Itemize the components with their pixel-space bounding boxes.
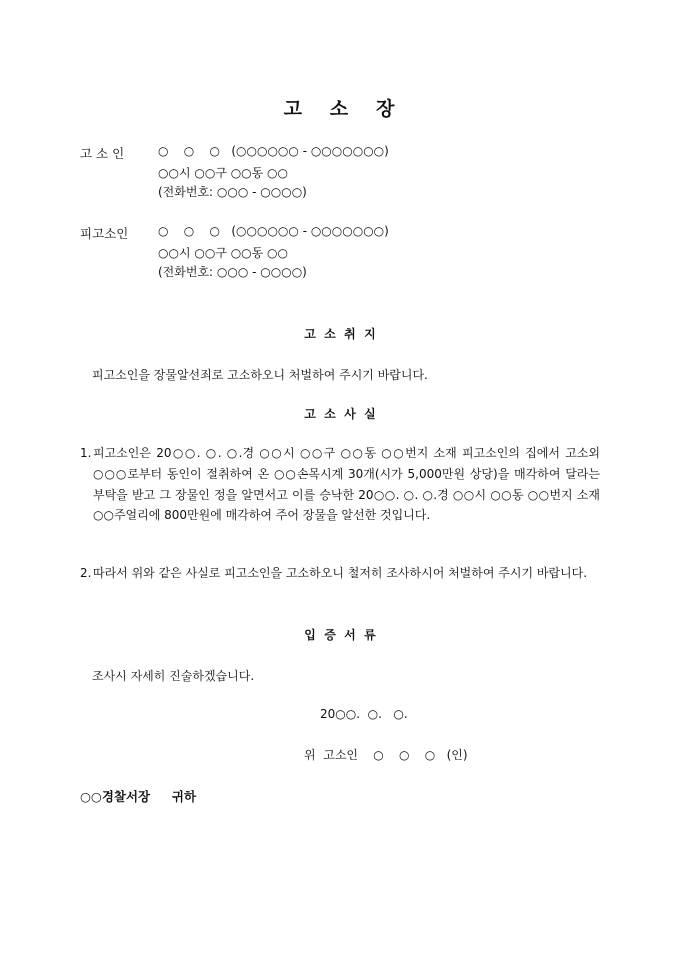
purpose-heading: 고 소 취 지 [304, 327, 376, 341]
complainant-address: ○○시 ○○구 ○○동 ○○ [158, 166, 288, 180]
accused-label: 피고소인 [80, 226, 129, 241]
fact-item-number: 2. [80, 566, 92, 580]
fact-item-text: 피고소인은 20○○. ○. ○.경 ○○시 ○○구 ○○동 ○○번지 소재 피고소인의 집에서 고소외 ○○○로부터 동인이 절취하여 온 ○○손목시계 30개(시가 5,000만원 상당)을 매각하여 달라는 부탁을 받고 그 장물인 정을 알면서고 이를 승낙한 20○○. ○. ○.경 ○○시 ○○동 ○○번지 소재 ○○주얼리에 800만원에 매각하여 주어 장물을 알선한 것입니다. [93, 446, 600, 523]
accused-address: ○○시 ○○구 ○○동 ○○ [158, 246, 288, 260]
evidence-heading: 입 증 서 류 [304, 628, 376, 642]
document-date: 20○○. ○. ○. [320, 707, 408, 721]
accused-phone: (전화번호: ○○○ - ○○○○) [158, 265, 307, 279]
fact-item-1 [80, 443, 600, 526]
complainant-name-line: ○ ○ ○ (○○○○○○ - ○○○○○○○) [158, 144, 389, 158]
complainant-label: 고 소 인 [80, 146, 125, 161]
signature-line: 위 고소인 ○ ○ ○ (인) [304, 748, 468, 762]
recipient-line: ○○경찰서장 귀하 [80, 789, 197, 804]
complainant-phone: (전화번호: ○○○ - ○○○○) [158, 185, 307, 199]
facts-heading: 고 소 사 실 [304, 407, 376, 421]
evidence-text: 조사시 자세히 진술하겠습니다. [92, 669, 255, 683]
document-title: 고 소 장 [283, 98, 397, 120]
purpose-text: 피고소인을 장물알선죄로 고소하오니 처벌하여 주시기 바랍니다. [92, 368, 428, 382]
accused-name-line: ○ ○ ○ (○○○○○○ - ○○○○○○○) [158, 224, 389, 238]
fact-item-number: 1. [80, 446, 92, 460]
fact-item-2 [80, 563, 600, 584]
fact-item-text: 따라서 위와 같은 사실로 피고소인을 고소하오니 철저히 조사하시어 처벌하여 주시기 바랍니다. [93, 566, 588, 580]
